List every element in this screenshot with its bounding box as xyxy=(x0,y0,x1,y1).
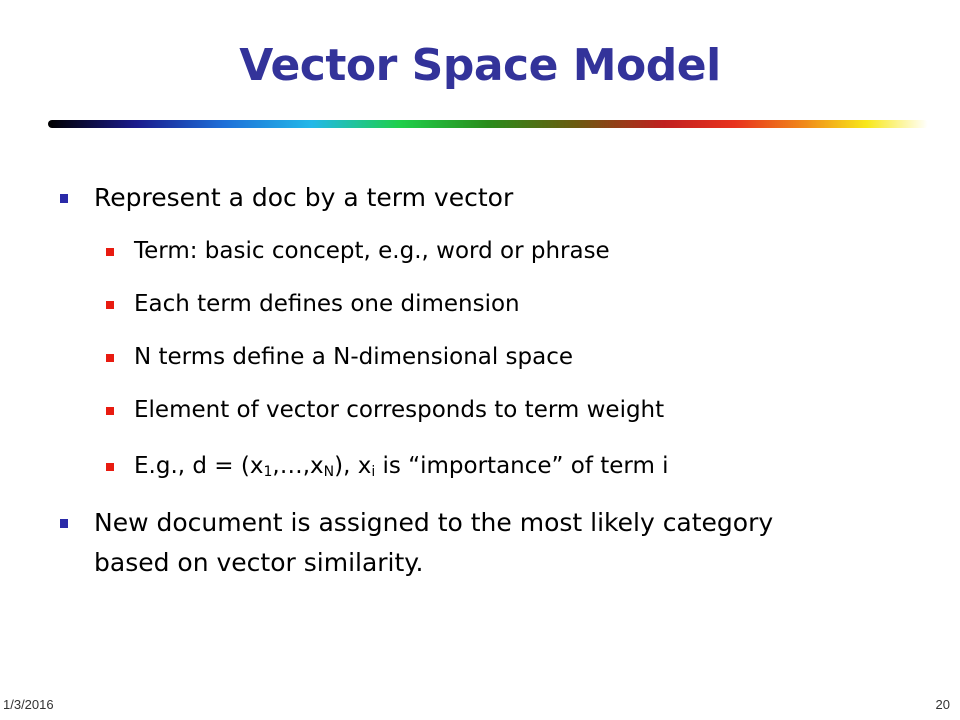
sub-bullet-example-formula xyxy=(106,449,669,489)
bullet-text-line: based on vector similarity. xyxy=(94,548,424,577)
square-bullet-icon xyxy=(60,194,68,203)
bullet-new-document xyxy=(60,503,773,583)
sub-bullet-term xyxy=(106,234,610,268)
sub-bullet-text: N terms define a N-dimensional space xyxy=(134,344,574,370)
formula-text xyxy=(134,449,669,489)
sub-bullet-text: Element of vector corresponds to term weight xyxy=(134,397,665,423)
bullet-text: Represent a doc by a term vector xyxy=(94,183,514,212)
sub-bullet-dimension xyxy=(106,287,520,321)
bullet-text-block xyxy=(94,503,773,583)
square-bullet-icon xyxy=(106,463,114,471)
square-bullet-icon xyxy=(106,407,114,415)
bullet-represent-doc xyxy=(60,178,513,218)
square-bullet-icon xyxy=(60,519,68,528)
square-bullet-icon xyxy=(106,301,114,309)
subscript-1: 1 xyxy=(263,464,273,480)
footer-date: 1/3/2016 xyxy=(3,697,54,712)
formula-part: ,…,x xyxy=(272,453,324,479)
formula-part: is “importance” of term i xyxy=(375,453,669,479)
bullet-text-line: New document is assigned to the most likely category xyxy=(94,508,774,537)
page-number: 20 xyxy=(935,697,950,712)
sub-bullet-text: Term: basic concept, e.g., word or phrase xyxy=(134,238,610,264)
square-bullet-icon xyxy=(106,248,114,256)
title-divider xyxy=(48,120,928,128)
subscript-i: i xyxy=(371,464,376,480)
formula-part: E.g., d = (x xyxy=(134,453,264,479)
subscript-n: N xyxy=(323,464,335,480)
sub-bullet-text: Each term defines one dimension xyxy=(134,291,520,317)
sub-bullet-n-terms xyxy=(106,340,573,374)
formula-part: ), x xyxy=(334,453,372,479)
sub-bullet-term-weight xyxy=(106,393,664,427)
slide-title: Vector Space Model xyxy=(239,40,721,91)
square-bullet-icon xyxy=(106,354,114,362)
